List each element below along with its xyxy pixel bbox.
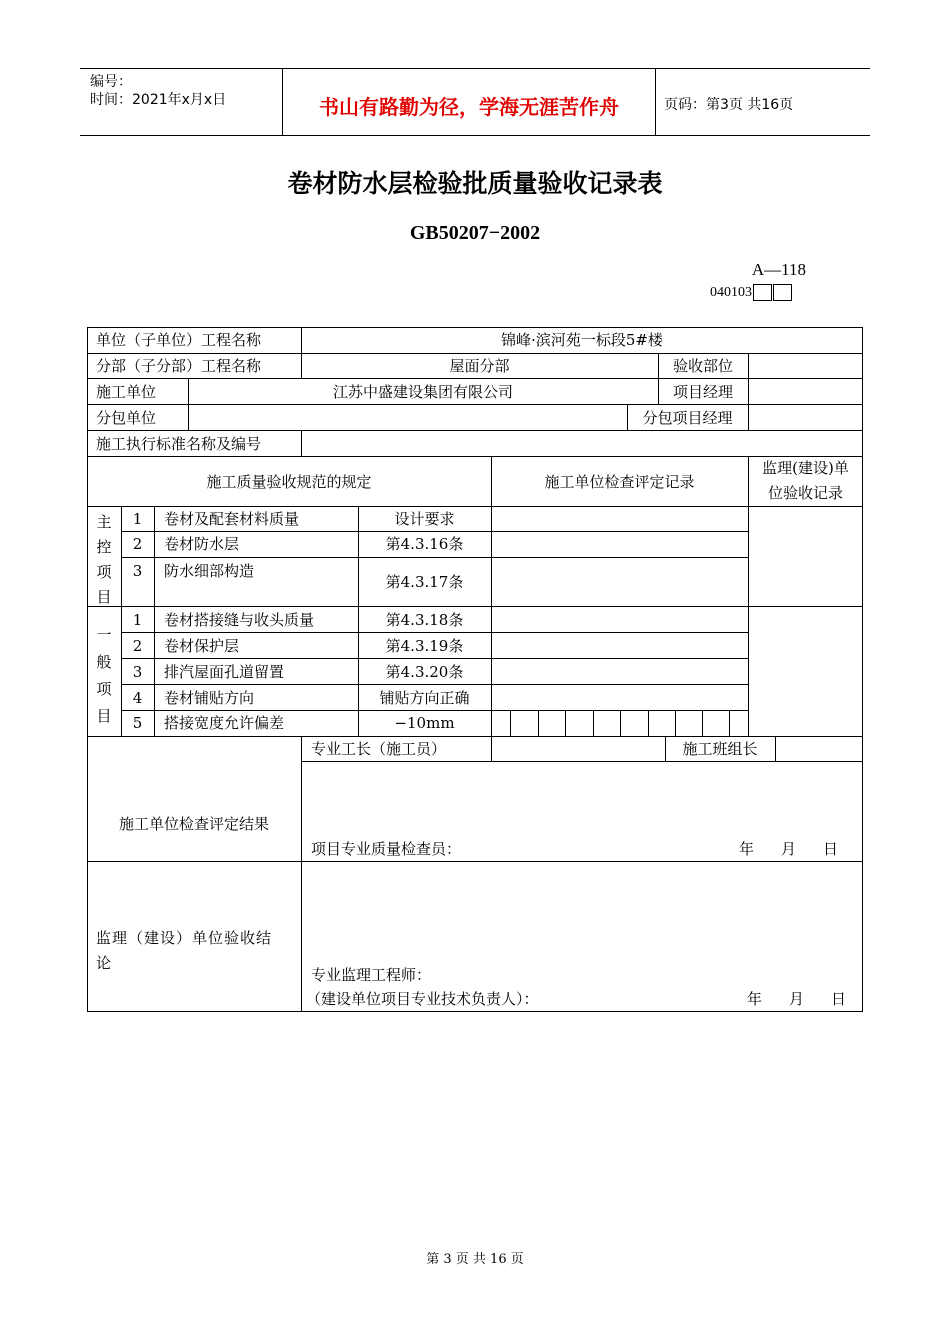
general-item-no: 1	[132, 611, 143, 629]
number-label: 编号：	[90, 74, 132, 90]
general-item-requirement: −10mm	[394, 714, 455, 732]
contractor-value[interactable]: 江苏中盛建设集团有限公司	[332, 383, 513, 401]
general-item-requirement: 第4.3.19条	[385, 637, 464, 655]
inspector-label: 项目专业质量检查员：	[311, 840, 462, 858]
col-spec-header: 施工质量验收规范的规定	[206, 473, 372, 491]
main-item-requirement: 第4.3.17条	[385, 573, 464, 591]
pm-label: 项目经理	[672, 383, 733, 401]
subcontractor-label: 分包单位	[96, 409, 157, 427]
inspection-form	[87, 327, 863, 1012]
main-item-no: 1	[132, 510, 143, 528]
date-month: 月	[789, 990, 805, 1008]
serial-box[interactable]	[753, 284, 772, 301]
owner-label: （建设单位项目专业技术负责人）：	[306, 990, 539, 1008]
main-item-name: 防水细部构造	[164, 562, 255, 580]
date-year: 年	[739, 840, 755, 858]
col-supervise-header-line1: 监理(建设)单	[762, 459, 849, 477]
sub-project-value[interactable]: 屋面分部	[449, 357, 510, 375]
general-group-label: 一 般 项 目	[96, 626, 112, 725]
serial-box[interactable]	[773, 284, 792, 301]
supervise-conclusion-label-cont: 论	[96, 954, 112, 972]
date-year: 年	[747, 990, 763, 1008]
col-check-header: 施工单位检查评定记录	[544, 473, 695, 491]
exec-std-label: 施工执行标准名称及编号	[96, 435, 262, 453]
page-footer: 第 3 页 共 16 页	[426, 1252, 524, 1267]
date-month: 月	[781, 840, 797, 858]
contractor-result-label: 施工单位检查评定结果	[118, 815, 269, 833]
general-item-name: 卷材铺贴方向	[164, 689, 255, 707]
sub-pm-label: 分包项目经理	[642, 409, 733, 427]
engineer-label: 专业监理工程师：	[311, 966, 432, 984]
main-item-requirement: 设计要求	[394, 510, 455, 528]
team-leader-label: 施工班组长	[682, 740, 758, 758]
standard-code: GB50207−2002	[409, 222, 541, 244]
general-item-requirement: 第4.3.18条	[385, 611, 464, 629]
unit-project-value[interactable]: 锦峰·滨河苑一标段5#楼	[501, 331, 663, 349]
general-item-name: 卷材保护层	[164, 637, 240, 655]
main-item-no: 2	[132, 535, 143, 553]
general-item-name: 搭接宽度允许偏差	[164, 714, 285, 732]
serial-number	[710, 284, 792, 301]
main-item-requirement: 第4.3.16条	[385, 535, 464, 553]
date-day: 日	[823, 840, 839, 858]
page-info: 页码：第3页 共16页	[664, 97, 794, 113]
main-item-no: 3	[132, 562, 143, 580]
date-day: 日	[831, 990, 847, 1008]
general-item-no: 2	[132, 637, 143, 655]
header-band	[80, 68, 870, 136]
contractor-label: 施工单位	[96, 383, 157, 401]
sub-project-label: 分部（子分部）工程名称	[96, 357, 262, 375]
serial-prefix: 040103	[710, 284, 752, 300]
general-item-requirement: 铺贴方向正确	[379, 689, 470, 707]
general-item-no: 4	[132, 689, 143, 707]
foreman-label: 专业工长（施工员）	[311, 740, 447, 758]
document-title: 卷材防水层检验批质量验收记录表	[287, 169, 663, 198]
accept-part-label: 验收部位	[672, 357, 733, 375]
header-meta	[80, 69, 282, 135]
general-item-requirement: 第4.3.20条	[385, 663, 464, 681]
form-code: A—118	[751, 260, 806, 279]
main-item-name: 卷材防水层	[164, 535, 240, 553]
main-item-name: 卷材及配套材料质量	[164, 510, 300, 528]
supervise-conclusion-label: 监理（建设）单位验收结	[96, 929, 273, 947]
motto: 书山有路勤为径，学海无涯苦作舟	[282, 69, 656, 135]
general-item-no: 5	[132, 714, 143, 732]
general-item-name: 卷材搭接缝与收头质量	[164, 611, 315, 629]
general-item-name: 排汽屋面孔道留置	[164, 663, 285, 681]
time-label: 时间：2021年x月x日	[90, 92, 227, 108]
general-item-no: 3	[132, 663, 143, 681]
main-control-group-label: 主 控 项 目	[96, 513, 112, 606]
col-supervise-header-line2: 位验收记录	[767, 484, 843, 502]
unit-project-label: 单位（子单位）工程名称	[96, 331, 262, 349]
